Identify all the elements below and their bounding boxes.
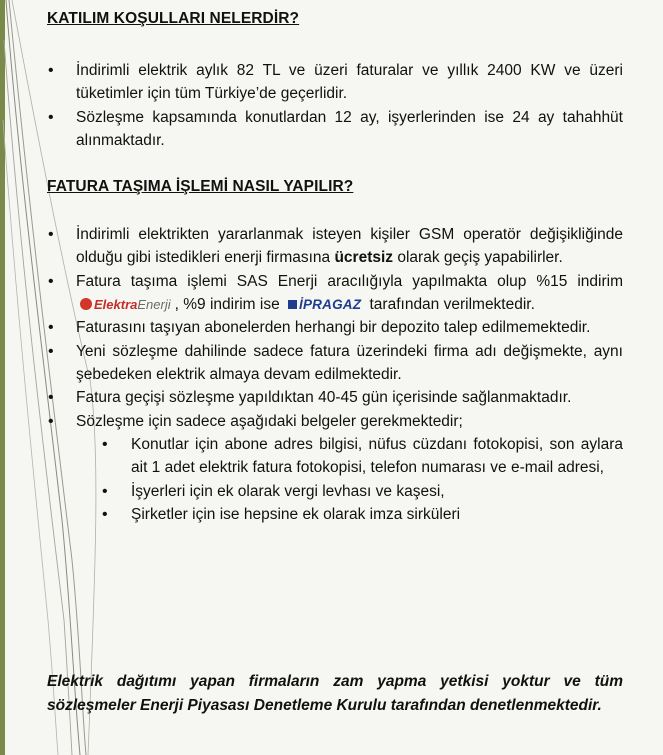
left-edge-band (0, 0, 5, 755)
conditions-list (47, 59, 623, 152)
section-heading-fatura: FATURA TAŞIMA İŞLEMİ NASIL YAPILIR? (47, 178, 354, 195)
list-item (47, 410, 623, 526)
ipragaz-mark-icon (288, 300, 297, 309)
list-item (47, 223, 623, 270)
ipragaz-logo: İPRAGAZ (288, 293, 361, 316)
list-item: • İndirimli elektrik aylık 82 TL ve üzeri faturalar ve yıllık 2400 KW ve üzeri tüketimler için tüm Türkiye’de geçerlidir. (47, 59, 623, 106)
footer-note: Elektrik dağıtımı yapan firmaların zam yapma yetkisi yoktur ve tüm sözleşmeler Enerji Piyasası Denetleme Kurulu tarafından denetlenmektedir. (47, 673, 623, 714)
text-part: olarak geçiş yapabilirler. (393, 249, 563, 267)
highlight-free: ücretsiz (334, 249, 394, 267)
list-item: • Faturasını taşıyan abonelerden herhangi bir depozito talep edilmemektedir. (47, 316, 623, 339)
documents-list (76, 433, 623, 526)
text-part: Fatura taşıma işlemi SAS Enerji aracılığıyla yapılmakta olup %15 indirim (76, 272, 623, 290)
text-part: İndirimli elektrikten yararlanmak isteyen kişiler GSM operatör değişikliğinde olduğu gibi istedikleri enerji firmasına (76, 226, 623, 267)
list-item (47, 270, 623, 317)
sub-list-item: • Şirketler için ise hepsine ek olarak imza sirküleri (102, 503, 623, 526)
transfer-list (47, 223, 623, 526)
text-part: , %9 indirim ise (174, 295, 280, 313)
section-heading-katilim: KATILIM KOŞULLARI NELERDİR? (47, 10, 300, 27)
list-item: • Yeni sözleşme dahilinde sadece fatura üzerindeki firma adı değişmekte, aynı şebedeken elektrik almaya devam edilmektedir. (47, 340, 623, 387)
sub-list-item: • Konutlar için abone adres bilgisi, nüfus cüzdanı fotokopisi, son aylara ait 1 adet elektrik fatura fotokopisi, telefon numarası ve e-mail adresi, (102, 433, 623, 480)
documents-intro: Sözleşme için sadece aşağıdaki belgeler gerekmektedir; (76, 412, 463, 430)
elektra-mark-icon (80, 298, 92, 310)
list-item: • Fatura geçişi sözleşme yapıldıktan 40-45 gün içerisinde sağlanmaktadır. (47, 386, 623, 409)
elektra-enerji-logo: ElektraEnerji (80, 293, 171, 316)
text-part: tarafından verilmektedir. (369, 295, 535, 313)
sub-list-item: • İşyerleri için ek olarak vergi levhası ve kaşesi, (102, 480, 623, 503)
list-item: • Sözleşme kapsamında konutlardan 12 ay, işyerlerinden ise 24 ay tahahhüt alınmaktadır. (47, 106, 623, 153)
